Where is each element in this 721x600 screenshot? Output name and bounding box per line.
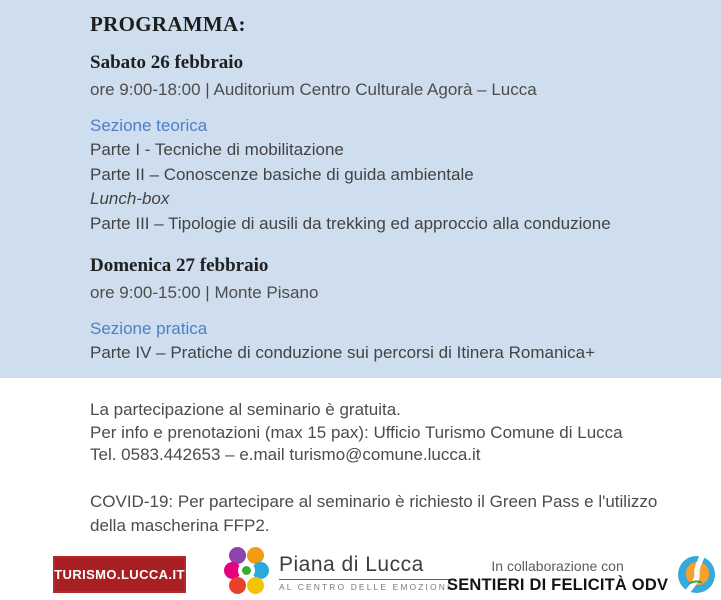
program-line: Parte I - Tecniche di mobilitazione — [90, 140, 344, 159]
piana-logo-tagline: AL CENTRO DELLE EMOZIONI — [279, 582, 452, 592]
program-line-lunch: Lunch-box — [90, 189, 170, 208]
program-line: Parte II – Conoscenze basiche di guida ambientale — [90, 164, 474, 184]
program-line: Parte IV – Pratiche di conduzione sui percorsi di Itinera Romanica+ — [90, 343, 596, 362]
program-line: Parte III – Tipologie di ausili da trekking ed approccio alla conduzione — [90, 213, 611, 233]
piana-logo-divider — [279, 579, 451, 580]
day-venue: ore 9:00-15:00 | Monte Pisano — [90, 283, 319, 302]
section-label: Sezione teorica — [90, 116, 208, 135]
info-block — [90, 399, 682, 538]
day-venue: ore 9:00-18:00 | Auditorium Centro Culturale Agorà – Lucca — [90, 80, 537, 99]
piana-di-lucca-logo — [224, 546, 451, 597]
piana-logo-text — [279, 546, 451, 592]
collaboration-pre-label: In collaborazione con — [491, 558, 624, 574]
sentieri-logo-icon — [677, 555, 716, 599]
program-day-sunday — [90, 255, 681, 366]
piana-flower-icon — [224, 546, 270, 597]
turismo-lucca-badge — [53, 556, 186, 593]
covid-notice: COVID-19: Per partecipare al seminario è richiesto il Green Pass e l'utilizzo della mascherina FFP2. — [90, 491, 658, 535]
day-heading: Domenica 27 febbraio — [90, 255, 269, 276]
info-contact-line: Tel. 0583.442653 – e.mail turismo@comune.lucca.it — [90, 445, 481, 464]
piana-logo-name: Piana di Lucca — [279, 553, 424, 576]
info-line: La partecipazione al seminario è gratuita. — [90, 400, 401, 419]
turismo-lucca-badge-label: TURISMO.LUCCA.IT — [54, 567, 185, 582]
day-heading: Sabato 26 febbraio — [90, 52, 244, 73]
info-line: Per info e prenotazioni (max 15 pax): Ufficio Turismo Comune di Lucca — [90, 422, 623, 442]
sentieri-di-felicita-name: SENTIERI DI FELICITÀ ODV — [447, 576, 669, 594]
collaboration-block — [447, 555, 716, 599]
program-title: PROGRAMMA: — [90, 12, 246, 36]
program-day-saturday — [90, 52, 681, 236]
section-label: Sezione pratica — [90, 319, 208, 338]
collaboration-text — [447, 558, 668, 596]
